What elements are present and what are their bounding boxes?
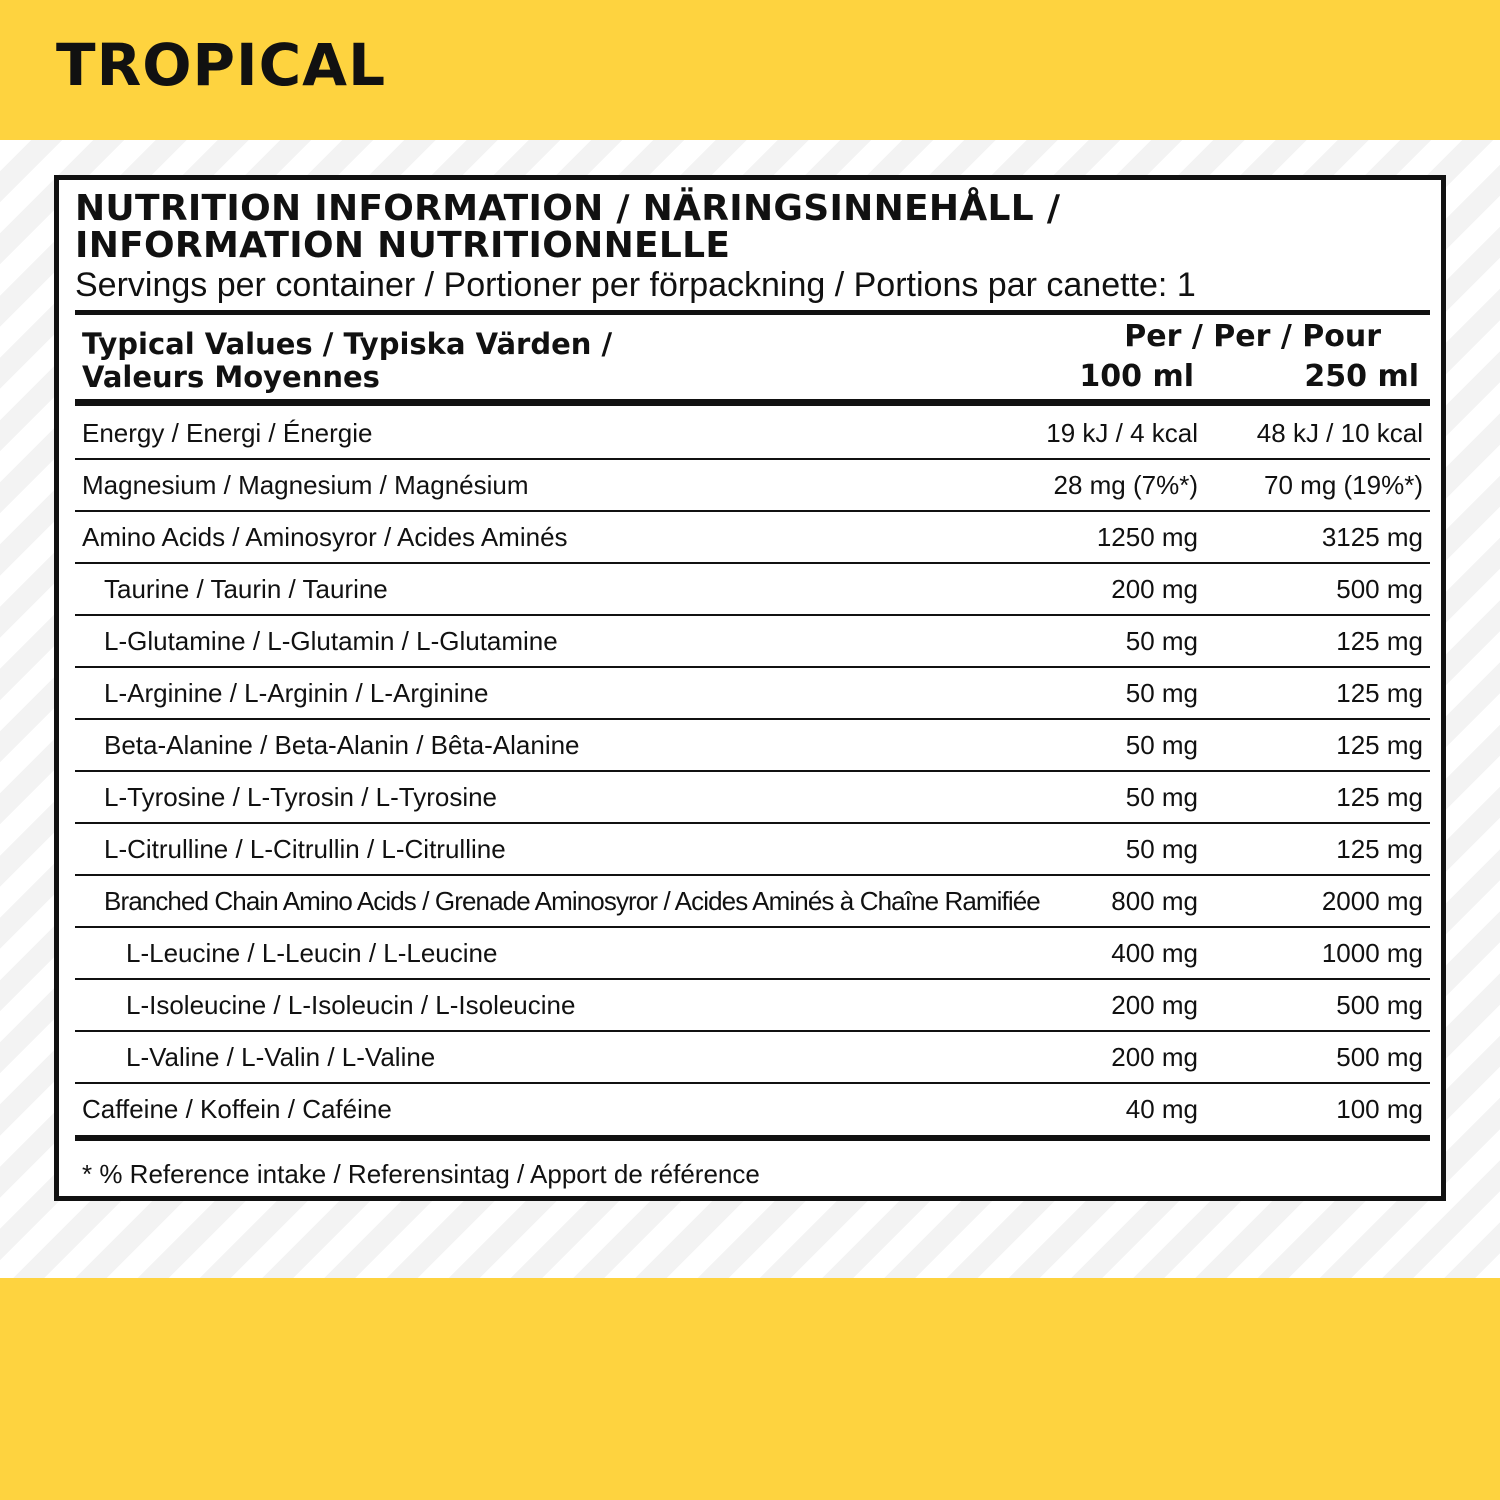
value-per-250ml: 125 mg [1336,626,1423,656]
table-row [75,512,1430,564]
nutrient-name: L-Tyrosine / L-Tyrosin / L-Tyrosine [104,782,498,812]
table-row [75,980,1430,1032]
table-row [75,668,1430,720]
value-per-250ml: 125 mg [1336,782,1423,812]
value-per-250ml: 1000 mg [1321,938,1423,968]
nutrient-name: Caffeine / Koffein / Caféine [82,1094,392,1124]
servings-text: Servings per container / Portioner per förpackning / Portions par canette: 1 [75,266,1196,304]
value-per-100ml: 200 mg [1111,574,1198,604]
value-per-100ml: 28 mg (7%*) [1053,470,1198,500]
value-per-100ml: 50 mg [1125,730,1198,760]
typical-values-header [82,328,612,394]
typical-values-line1: Typical Values / Typiska Värden / [82,327,613,361]
col-250ml-header: 250 ml [1304,359,1419,394]
table-row [75,824,1430,876]
nutrient-name: Taurine / Taurin / Taurine [104,574,388,604]
table-row [75,876,1430,928]
per-header: Per / Per / Pour [1124,319,1381,354]
nutrient-name: Magnesium / Magnesium / Magnésium [82,470,529,500]
nutrition-panel [54,175,1446,1201]
value-per-100ml: 200 mg [1111,1042,1198,1072]
bottom-banner [0,1278,1500,1500]
nutrient-name: Amino Acids / Aminosyror / Acides Aminés [82,522,568,552]
value-per-250ml: 125 mg [1336,730,1423,760]
value-per-250ml: 500 mg [1336,1042,1423,1072]
table-row [75,616,1430,668]
table-row [75,1032,1430,1084]
nutrient-name: Beta-Alanine / Beta-Alanin / Bêta-Alanine [104,730,580,760]
typical-values-line2: Valeurs Moyennes [82,360,380,394]
nutrient-name: L-Glutamine / L-Glutamin / L-Glutamine [104,626,558,656]
flavor-title: TROPICAL [56,31,387,99]
nutrient-name: Branched Chain Amino Acids / Grenade Aminosyror / Acides Aminés à Chaîne Ramifiée [104,886,1040,916]
nutrient-name: L-Leucine / L-Leucin / L-Leucine [126,938,498,968]
value-per-250ml: 500 mg [1336,574,1423,604]
panel-title-line2: INFORMATION NUTRITIONNELLE [75,225,731,266]
reference-intake-footnote: * % Reference intake / Referensintag / Apport de référence [82,1159,760,1189]
table-row [75,408,1430,460]
value-per-250ml: 125 mg [1336,678,1423,708]
value-per-250ml: 3125 mg [1321,522,1423,552]
nutrient-name: Energy / Energi / Énergie [82,418,373,448]
table-row [75,928,1430,980]
nutrient-name: L-Citrulline / L-Citrullin / L-Citrulline [104,834,506,864]
value-per-250ml: 70 mg (19%*) [1264,470,1423,500]
table-row [75,772,1430,824]
table-row [75,564,1430,616]
value-per-250ml: 125 mg [1336,834,1423,864]
top-banner [0,0,1500,140]
nutrient-name: L-Isoleucine / L-Isoleucin / L-Isoleucine [126,990,576,1020]
value-per-100ml: 800 mg [1111,886,1198,916]
table-row [75,720,1430,772]
panel-title [75,190,1060,264]
value-per-250ml: 48 kJ / 10 kcal [1256,418,1423,448]
value-per-100ml: 50 mg [1125,626,1198,656]
nutrient-name: L-Valine / L-Valin / L-Valine [126,1042,436,1072]
table-bottom-rule [75,1135,1430,1141]
col-100ml-header: 100 ml [1079,359,1194,394]
value-per-100ml: 19 kJ / 4 kcal [1046,418,1198,448]
value-per-250ml: 2000 mg [1321,886,1423,916]
table-row [75,1084,1430,1134]
header-bottom-rule [75,399,1430,406]
value-per-100ml: 200 mg [1111,990,1198,1020]
panel-title-line1: NUTRITION INFORMATION / NÄRINGSINNEHÅLL / [75,188,1061,229]
value-per-100ml: 40 mg [1125,1094,1198,1124]
value-per-100ml: 50 mg [1125,782,1198,812]
header-top-rule [75,310,1430,315]
nutrition-table [75,408,1430,1134]
value-per-100ml: 50 mg [1125,678,1198,708]
value-per-100ml: 50 mg [1125,834,1198,864]
value-per-100ml: 400 mg [1111,938,1198,968]
value-per-250ml: 500 mg [1336,990,1423,1020]
value-per-250ml: 100 mg [1336,1094,1423,1124]
table-row [75,460,1430,512]
nutrient-name: L-Arginine / L-Arginin / L-Arginine [104,678,489,708]
value-per-100ml: 1250 mg [1096,522,1198,552]
